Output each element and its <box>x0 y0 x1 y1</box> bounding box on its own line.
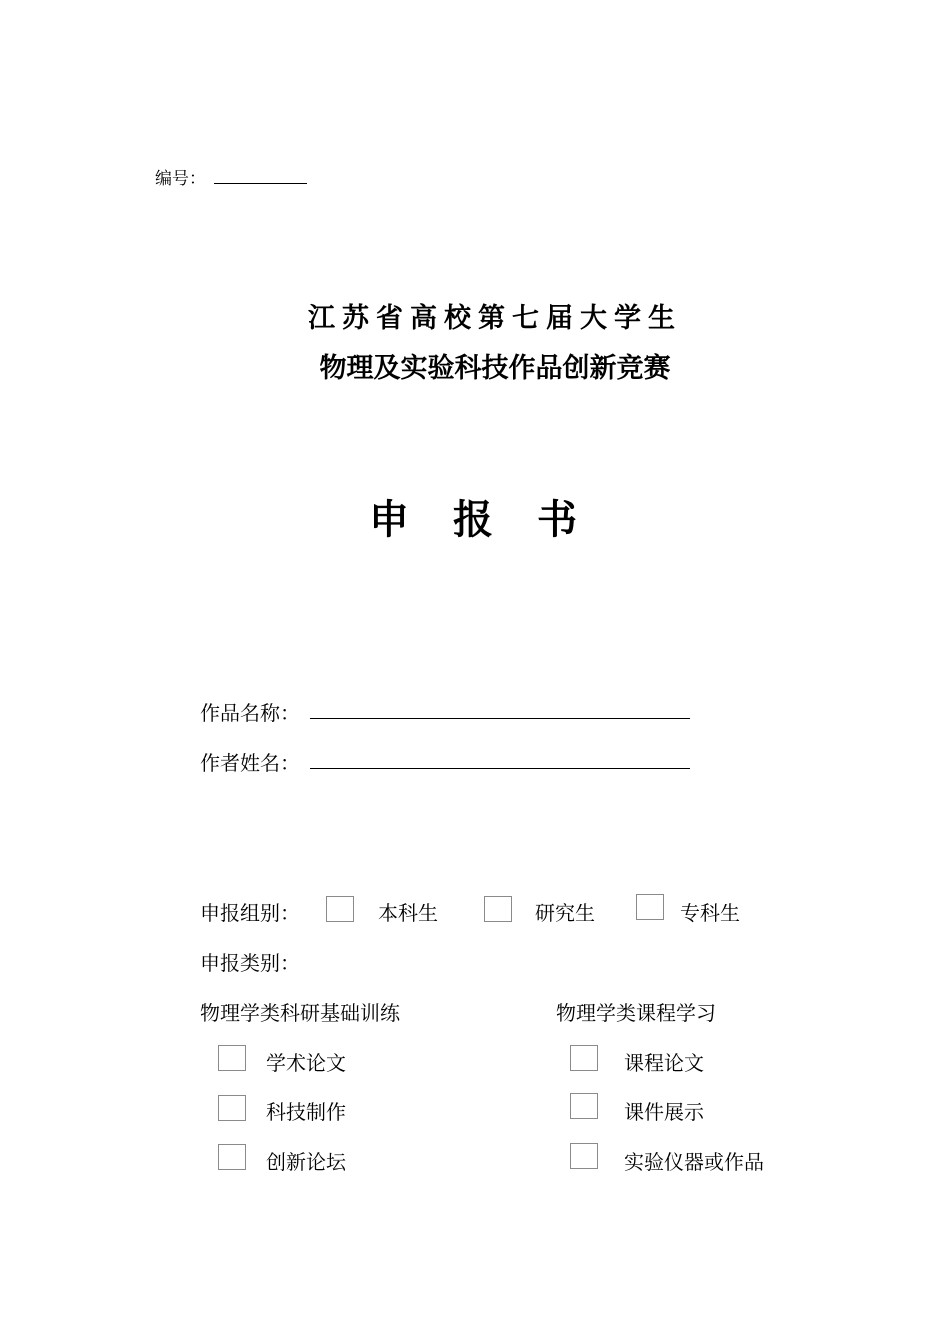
graduate-option-label: 研究生 <box>535 901 595 925</box>
academic-paper-checkbox[interactable] <box>218 1045 246 1071</box>
lab-instrument-label: 实验仪器或作品 <box>624 1150 764 1174</box>
category-label: 申报类别： <box>200 951 300 975</box>
lab-instrument-checkbox[interactable] <box>570 1143 598 1169</box>
undergraduate-option-label: 本科生 <box>378 901 438 925</box>
serial-number-blank[interactable] <box>214 183 307 184</box>
author-name-field[interactable] <box>310 768 690 769</box>
work-name-field[interactable] <box>310 718 690 719</box>
work-name-label: 作品名称： <box>200 701 300 725</box>
tech-production-label: 科技制作 <box>266 1100 346 1124</box>
innovation-forum-label: 创新论坛 <box>266 1150 346 1174</box>
document-title: 申报书 <box>369 497 621 543</box>
tech-production-checkbox[interactable] <box>218 1095 246 1121</box>
research-training-heading: 物理学类科研基础训练 <box>200 1001 400 1025</box>
competition-title-line1: 江苏省高校第七届大学生 <box>308 303 682 334</box>
group-label: 申报组别： <box>200 901 300 925</box>
competition-title-line2: 物理及实验科技作品创新竞赛 <box>319 353 671 384</box>
junior-college-checkbox[interactable] <box>636 894 664 920</box>
course-study-heading: 物理学类课程学习 <box>556 1001 716 1025</box>
graduate-checkbox[interactable] <box>484 896 512 922</box>
author-name-label: 作者姓名： <box>200 751 300 775</box>
junior-college-option-label: 专科生 <box>680 901 740 925</box>
course-paper-label: 课程论文 <box>624 1051 704 1075</box>
courseware-display-checkbox[interactable] <box>570 1093 598 1119</box>
course-paper-checkbox[interactable] <box>570 1045 598 1071</box>
serial-number-label: 编号： <box>155 169 206 189</box>
academic-paper-label: 学术论文 <box>266 1051 346 1075</box>
innovation-forum-checkbox[interactable] <box>218 1144 246 1170</box>
courseware-display-label: 课件展示 <box>624 1100 704 1124</box>
undergraduate-checkbox[interactable] <box>326 896 354 922</box>
